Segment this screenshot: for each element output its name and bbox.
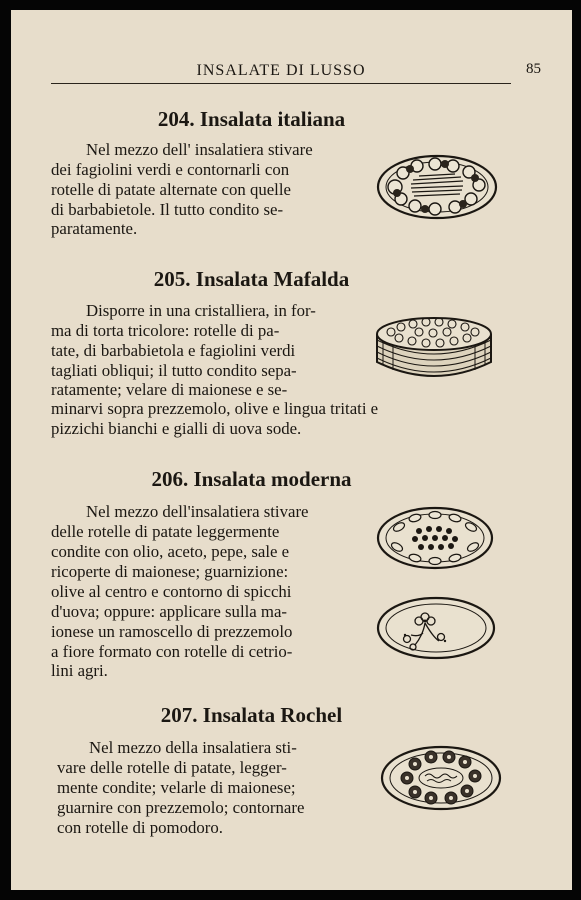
recipe-206-line: ionese un ramoscello di prezzemolo — [51, 622, 293, 641]
recipe-205-line: tagliati obliqui; il tutto condito sepa- — [51, 361, 297, 380]
salad-plate-illustration-207 — [379, 744, 503, 812]
recipe-206-line: a fiore formato con rotelle di cetrio- — [51, 642, 293, 661]
page-number: 85 — [526, 61, 541, 77]
recipe-205-line: ratamente; velare di maionese e se- — [51, 380, 288, 399]
recipe-205-line: Disporre in una cristalliera, in for- — [86, 301, 316, 320]
recipe-204-line: rotelle di patate alternate con quelle — [51, 180, 291, 199]
recipe-205-line: pizzichi bianchi e gialli di uova sode. — [51, 419, 302, 438]
book-page — [11, 10, 572, 890]
recipe-204-line: di barbabietole. Il tutto condito se- — [51, 200, 284, 219]
salad-plate-illustration-206a — [375, 505, 495, 571]
recipe-207-line: Nel mezzo della insalatiera sti- — [89, 738, 297, 757]
recipe-206-line: Nel mezzo dell'insalatiera stivare — [86, 502, 309, 521]
recipe-title-205: 205. Insalata Mafalda — [153, 267, 350, 291]
recipe-206-line: condite con olio, aceto, pepe, sale e — [51, 542, 290, 561]
recipe-204-line: paratamente. — [51, 219, 138, 238]
tricolor-cake-illustration-205 — [371, 312, 497, 386]
recipe-title-207: 207. Insalata Rochel — [160, 703, 343, 727]
salad-plate-illustration-204 — [375, 153, 499, 223]
running-title: INSALATE DI LUSSO — [196, 62, 366, 79]
recipe-207-line: mente condite; velarle di maionese; — [57, 778, 296, 797]
salad-plate-illustration-206b — [375, 595, 497, 661]
recipe-title-204: 204. Insalata italiana — [157, 107, 346, 131]
recipe-206-line: ricoperte di maionese; guarnizione: — [51, 562, 289, 581]
recipe-207-line: vare delle rotelle di patate, legger- — [57, 758, 287, 777]
recipe-title-206: 206. Insalata moderna — [151, 467, 352, 491]
running-head — [51, 61, 541, 84]
recipe-205-line: minarvi sopra prezzemolo, olive e lingua tritati e — [51, 399, 379, 418]
recipe-206-line: d'uova; oppure: applicare sulla ma- — [51, 602, 288, 621]
recipe-206-line: lini agri. — [51, 661, 108, 680]
recipe-205-line: ma di torta tricolore: rotelle di pa- — [51, 321, 280, 340]
recipe-205-line: tate, di barbabietola e fagiolini verdi — [51, 341, 296, 360]
recipe-204-line: Nel mezzo dell' insalatiera stivare — [86, 140, 313, 159]
recipe-207-line: guarnire con prezzemolo; contornare — [57, 798, 305, 817]
recipe-206-line: delle rotelle di patate leggermente — [51, 522, 280, 541]
recipe-204-line: dei fagiolini verdi e contornarli con — [51, 160, 290, 179]
recipe-206-line: olive al centro e contorno di spicchi — [51, 582, 292, 601]
recipe-207-line: con rotelle di pomodoro. — [57, 818, 223, 837]
